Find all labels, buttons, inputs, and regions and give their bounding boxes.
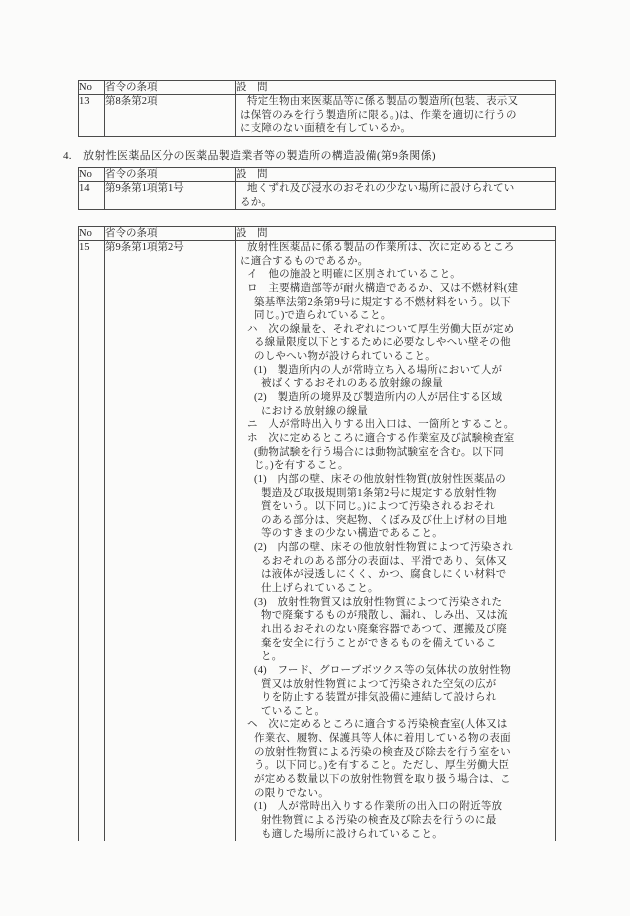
table-header-row bbox=[79, 227, 556, 241]
table-row bbox=[79, 241, 556, 842]
question-text-line: に支障のない面積を有しているか。 bbox=[240, 123, 412, 135]
table-row bbox=[79, 182, 556, 210]
question-text-line: 作業衣、履物、保護具等人体に着用している物の表面 bbox=[254, 733, 511, 745]
question-text-line: 地くずれ及び浸水のおそれの少ない場所に設けられてい bbox=[247, 183, 515, 194]
question-text-line: (動物試験を行う場合には動物試験室を含む。以下同 bbox=[254, 446, 504, 458]
question-text-line: じ。)を有すること。 bbox=[254, 460, 349, 472]
question-text-line: れ出るおそれのない廃棄容器であつて、運搬及び廃 bbox=[261, 623, 507, 635]
row-number-cell: 14 bbox=[79, 182, 105, 210]
question-text-line: (1) 製造所内の人が常時立ち入る場所において人が bbox=[254, 364, 503, 376]
question-text-line: 仕上げられていること。 bbox=[261, 583, 379, 595]
question-text-line: の放射性物質による汚染の検査及び除去を行う室をい bbox=[254, 746, 511, 758]
question-text-line: イ 他の施設と明確に区別されていること。 bbox=[247, 269, 461, 281]
question-text-line: ホ 次に定めるところに適合する作業室及び試験検査室 bbox=[247, 432, 515, 444]
table-header-row bbox=[79, 168, 556, 182]
row-number-cell: 13 bbox=[79, 95, 105, 137]
question-text-line: (4) フード、グローブボツクス等の気体状の放射性物 bbox=[254, 664, 511, 676]
question-text-line: りを防止する装置が排気設備に連結して設けられ bbox=[261, 692, 497, 704]
clause-cell: 第9条第1項第1号 bbox=[105, 182, 236, 210]
column-header-no: No bbox=[79, 81, 105, 95]
question-text-line: 質又は放射性物質によつて汚染された空気の広が bbox=[261, 678, 497, 690]
question-text-line: 棄を安全に行うことができるものを備えているこ bbox=[261, 637, 497, 649]
question-text-line: 等のすきまの少ない構造であること。 bbox=[261, 528, 443, 540]
question-cell bbox=[236, 241, 556, 842]
question-text-line: 同じ。)で造られていること。 bbox=[254, 310, 392, 322]
question-text-line: も適した場所に設けられていること。 bbox=[261, 828, 443, 840]
column-header-clause: 省令の条項 bbox=[105, 227, 236, 241]
question-text-line: は保管のみを行う製造所に限る。)は、作業を適切に行うの bbox=[240, 109, 517, 121]
question-text-line: (3) 放射性物質又は放射性物質によつて汚染された bbox=[254, 596, 503, 608]
question-text-line: (1) 人が常時出入りする作業所の出入口の附近等放 bbox=[254, 801, 503, 813]
checklist-table-item-15 bbox=[78, 226, 556, 841]
question-text-line: ヘ 次に定めるところに適合する汚染検査室(人体又は bbox=[247, 719, 508, 731]
question-text-line: に適合するものであるか。 bbox=[240, 255, 369, 267]
question-text-line: るか。 bbox=[240, 196, 273, 208]
question-text-line: (2) 製造所の境界及び製造所内の人が居住する区域 bbox=[254, 392, 503, 404]
table-header-row bbox=[79, 81, 556, 95]
section-4-heading: 4. 放射性医薬品区分の医薬品製造業者等の製造所の構造設備(第9条関係) bbox=[63, 150, 436, 162]
question-text-line: 射性物質による汚染の検査及び除去を行うのに最 bbox=[261, 814, 497, 826]
question-text-line: と。 bbox=[261, 651, 283, 663]
question-text-line: るおそれのある部分の表面は、平滑であり、気体又 bbox=[261, 555, 508, 567]
question-text-line: における放射線の線量 bbox=[261, 405, 368, 417]
question-text-line: 質をいう。以下同じ。)によつて汚染されるおそれ bbox=[261, 501, 495, 513]
question-text-line: 築基準法第2条第9号に規定する不燃材料をいう。以下 bbox=[254, 296, 511, 308]
question-text-line: ロ 主要構造部等が耐火構造であるか、又は不燃材料(建 bbox=[247, 282, 519, 294]
question-text-line: 被ばくするおそれのある放射線の線量 bbox=[261, 378, 443, 390]
row-number-cell: 15 bbox=[79, 241, 105, 842]
question-cell bbox=[236, 95, 556, 137]
clause-cell: 第8条第2項 bbox=[105, 95, 236, 137]
question-text-line: う。以下同じ。)を有すること。ただし、厚生労働大臣 bbox=[254, 760, 510, 772]
question-text-line: (1) 内部の壁、床その他放射性物質(放射性医薬品の bbox=[254, 473, 506, 485]
table-row bbox=[79, 95, 556, 137]
question-text-line: は液体が浸透しにくく、かつ、腐食しにくい材料で bbox=[261, 569, 507, 581]
question-text-line: る線量限度以下とするために必要なしやへい壁その他 bbox=[254, 337, 511, 349]
column-header-question: 設 問 bbox=[236, 168, 556, 182]
question-text-line: ていること。 bbox=[261, 705, 326, 717]
question-text-line: 物で廃棄するものが飛散し、漏れ、しみ出、又は流 bbox=[261, 610, 508, 622]
checklist-table-item-13 bbox=[78, 80, 556, 137]
question-text-line: のある部分は、突起物、くぼみ及び仕上げ材の目地 bbox=[261, 514, 508, 526]
column-header-clause: 省令の条項 bbox=[105, 168, 236, 182]
question-text-line: 放射性医薬品に係る製品の作業所は、次に定めるところ bbox=[247, 242, 515, 253]
question-text-line: 特定生物由来医薬品等に係る製品の製造所(包装、表示又 bbox=[247, 96, 519, 107]
question-cell bbox=[236, 182, 556, 210]
question-text-line: のしやへい物が設けられていること。 bbox=[254, 351, 436, 363]
question-text-line: (2) 内部の壁、床その他放射性物質によつて汚染され bbox=[254, 542, 513, 554]
column-header-no: No bbox=[79, 168, 105, 182]
clause-cell: 第9条第1項第2号 bbox=[105, 241, 236, 842]
question-text-line: ハ 次の線量を、それぞれについて厚生労働大臣が定め bbox=[247, 323, 515, 335]
column-header-clause: 省令の条項 bbox=[105, 81, 236, 95]
question-text-line: 製造及び取扱規則第1条第2号に規定する放射性物 bbox=[261, 487, 497, 499]
column-header-question: 設 問 bbox=[236, 81, 556, 95]
question-text-line: の限りでない。 bbox=[254, 787, 329, 799]
question-text-line: が定める数量以下の放射性物質を取り扱う場合は、こ bbox=[254, 773, 511, 785]
column-header-question: 設 問 bbox=[236, 227, 556, 241]
column-header-no: No bbox=[79, 227, 105, 241]
checklist-table-item-14 bbox=[78, 167, 556, 210]
question-text-line: ニ 人が常時出入りする出入口は、一箇所とすること。 bbox=[247, 419, 515, 431]
